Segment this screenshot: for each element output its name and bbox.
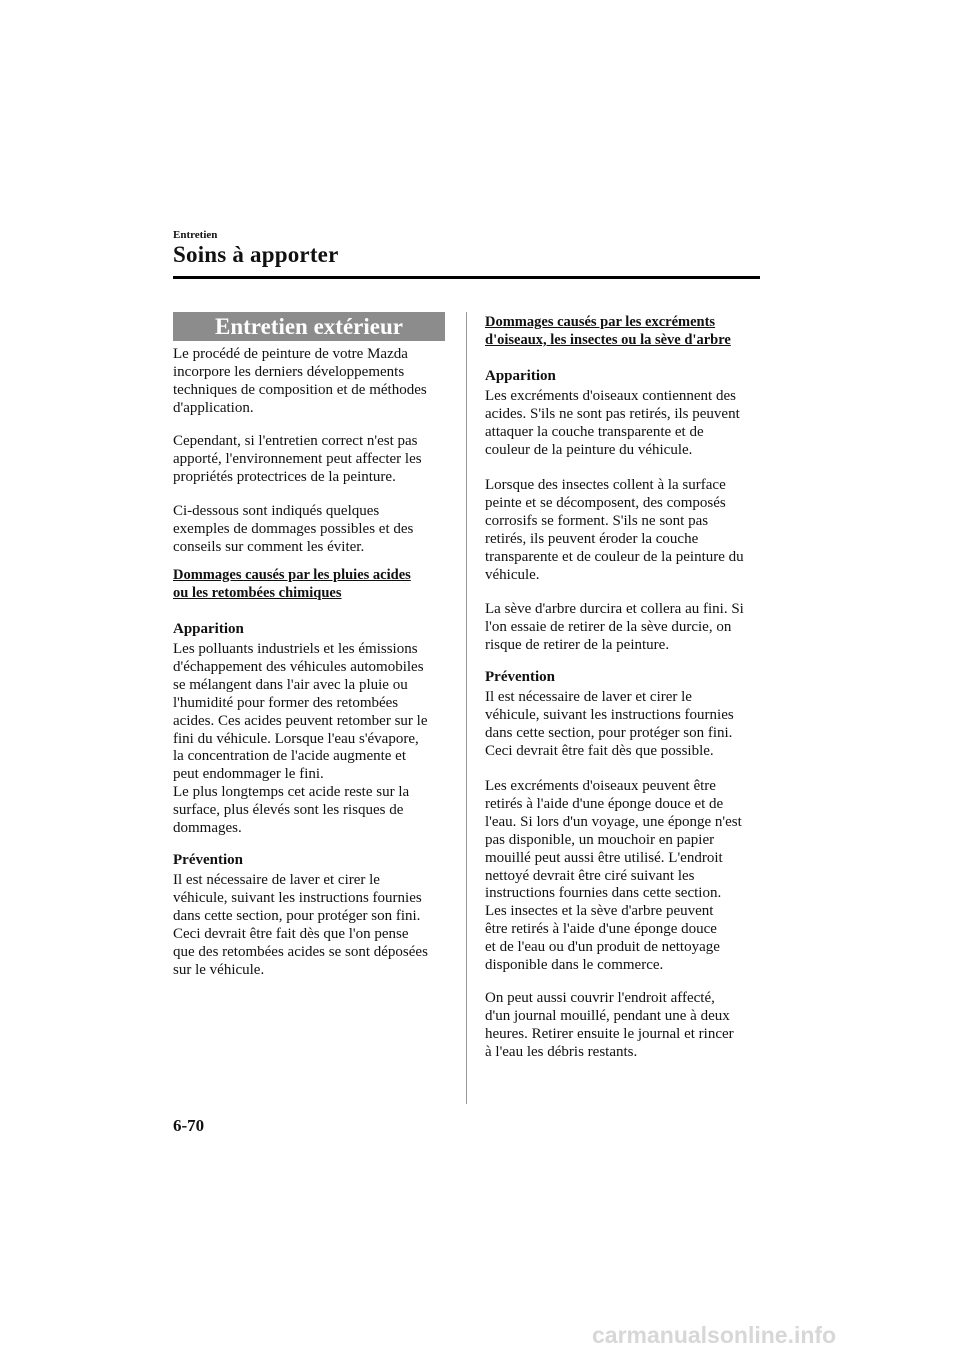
left-appearance-paragraph [173, 641, 448, 838]
left-appearance-text: Les polluants industriels et les émissions d'échappement des véhicules automobiles se mélangent dans l'air avec la pluie ou l'humidité pour former des retombées acides. Ces acides peuvent retomber sur le fini du véhicule. Lorsque l'eau s'évapore, la concentration de l'acide augmente et peut endommager le fini. Le plus longtemps cet acide reste sur la surface, plus élevés sont les risques de dommages. [173, 641, 428, 837]
right-appearance-heading: Apparition [485, 368, 556, 384]
left-prevention-block [173, 851, 448, 869]
right-appearance-paragraph-1 [485, 388, 763, 460]
left-prevention-text: Il est nécessaire de laver et cirer le véhicule, suivant les instructions fournies dans cette section, pour protéger son fini. Ceci devrait être fait dès que l'on pense que des retombées acides se sont déposées sur le véhicule. [173, 872, 428, 978]
bird-damage-heading-block [485, 313, 763, 349]
section-label: Entretien [173, 229, 218, 241]
right-appearance-text-3: La sève d'arbre durcira et collera au fini. Si l'on essaie de retirer de la sève durcie, on risque de retirer de la peinture. [485, 601, 744, 653]
right-prevention-text-3: On peut aussi couvrir l'endroit affecté, d'un journal mouillé, pendant une à deux heures. Retirer ensuite le journal et rincer à l'eau les débris restants. [485, 990, 734, 1060]
acid-damage-heading-block [173, 566, 448, 602]
header-rule [173, 276, 760, 279]
page-title: Soins à apporter [173, 242, 339, 267]
right-appearance-paragraph-3 [485, 601, 763, 655]
intro-paragraph-2 [173, 433, 448, 487]
intro-text-3: Ci-dessous sont indiqués quelques exemples de dommages possibles et des conseils sur comment les éviter. [173, 503, 414, 555]
bird-damage-heading: Dommages causés par les excréments d'oiseaux, les insectes ou la sève d'arbre [485, 314, 731, 348]
right-prevention-block [485, 668, 763, 686]
left-prevention-paragraph [173, 872, 448, 979]
right-appearance-text-1: Les excréments d'oiseaux contiennent des acides. S'ils ne sont pas retirés, ils peuvent attaquer la couche transparente et de couleur de la peinture du véhicule. [485, 388, 740, 458]
watermark: carmanualsonline.info [592, 1322, 837, 1348]
right-appearance-text-2: Lorsque des insectes collent à la surface peinte et se décomposent, des composés corrosifs se forment. S'ils ne sont pas retirés, ils peuvent éroder la couche transparente et de couleur de la peinture du véhicule. [485, 477, 744, 583]
right-appearance-paragraph-2 [485, 477, 763, 584]
intro-text-2: Cependant, si l'entretien correct n'est pas apporté, l'environnement peut affecter les propriétés protectrices de la peinture. [173, 433, 422, 485]
right-prevention-paragraph-1 [485, 689, 763, 761]
intro-paragraph-1 [173, 346, 448, 418]
page-number: 6-70 [173, 1116, 205, 1135]
left-appearance-heading: Apparition [173, 621, 244, 637]
right-prevention-paragraph-2 [485, 778, 763, 975]
acid-damage-heading: Dommages causés par les pluies acides ou les retombées chimiques [173, 567, 411, 601]
right-appearance-block [485, 367, 763, 385]
right-prevention-text-1: Il est nécessaire de laver et cirer le véhicule, suivant les instructions fournies dans cette section, pour protéger son fini. Ceci devrait être fait dès que possible. [485, 689, 734, 759]
right-prevention-heading: Prévention [485, 669, 555, 685]
intro-paragraph-3 [173, 503, 448, 557]
right-prevention-paragraph-3 [485, 990, 763, 1062]
column-divider [466, 312, 467, 1104]
left-prevention-heading: Prévention [173, 852, 243, 868]
intro-text-1: Le procédé de peinture de votre Mazda incorpore les derniers développements techniques de composition et de méthodes d'application. [173, 346, 427, 416]
section-banner: Entretien extérieur [173, 312, 445, 341]
left-appearance-block [173, 620, 448, 638]
right-prevention-text-2: Les excréments d'oiseaux peuvent être retirés à l'aide d'une éponge douce et de l'eau. Si lors d'un voyage, une éponge n'est pas disponible, un mouchoir en papier mouillé peut aussi être utilisé. L'endroit nettoyé devrait être ciré suivant les instructions fournies dans cette section. Les insectes et la sève d'arbre peuvent être retirés à l'aide d'une éponge douce et de l'eau ou d'un produit de nettoyage disponible dans le commerce. [485, 778, 742, 974]
